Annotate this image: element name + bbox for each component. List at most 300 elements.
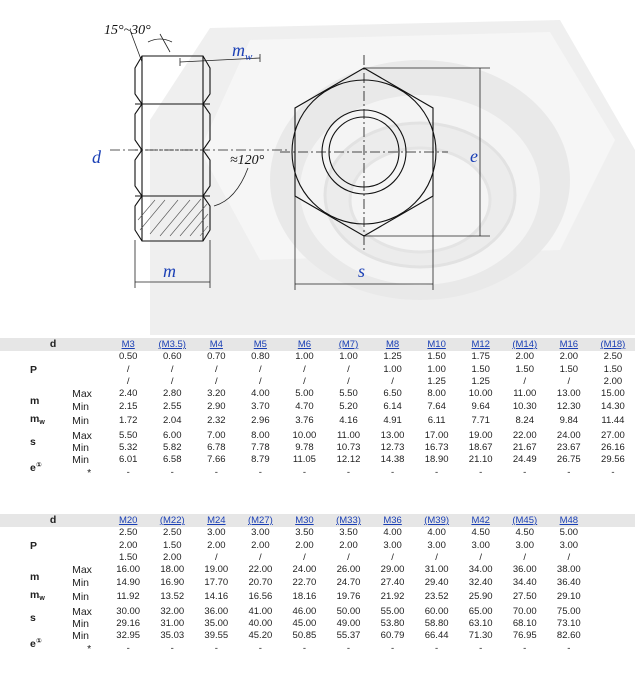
value-cell	[591, 527, 635, 539]
value-cell: /	[347, 376, 350, 388]
value-cell: -	[435, 466, 439, 478]
size-cell[interactable]: M48	[547, 514, 591, 527]
value-cell: -	[567, 466, 571, 478]
value-cell: 76.95	[512, 630, 537, 642]
value-cell: 1.50	[471, 363, 490, 375]
size-row	[0, 338, 635, 351]
value-cell: 49.00	[336, 618, 361, 630]
min-label: Min	[72, 630, 90, 643]
value-cell: 7.78	[251, 442, 270, 454]
value-cell: 4.00	[427, 527, 446, 539]
value-cell: 55.00	[380, 605, 405, 617]
m-header: m	[30, 394, 40, 407]
value-cell: 4.91	[383, 415, 402, 427]
value-cell: 29.10	[556, 591, 581, 603]
value-cell: -	[126, 466, 130, 478]
value-cell: 24.00	[556, 429, 581, 441]
value-cell: 6.50	[383, 388, 402, 400]
p-header: P	[30, 539, 38, 552]
mw-label: $m_w$	[232, 40, 253, 63]
value-cell: 2.00	[295, 539, 314, 551]
value-cell: 0.50	[118, 351, 138, 363]
d-header: d	[0, 514, 106, 527]
value-cell: 8.00	[427, 388, 446, 400]
value-cell: 8.79	[251, 454, 270, 466]
value-cell: -	[302, 642, 307, 654]
star-label: *	[87, 466, 92, 479]
value-cell: /	[170, 363, 174, 375]
value-cell: /	[567, 552, 571, 564]
value-cell: 29.00	[380, 564, 405, 576]
value-cell: 22.70	[292, 576, 317, 588]
value-cell	[591, 643, 635, 655]
value-cell: /	[523, 376, 527, 388]
value-cell: 27.50	[512, 591, 537, 603]
value-cell: /	[303, 363, 306, 375]
value-cell: 20.70	[248, 576, 273, 588]
value-cell	[591, 540, 635, 552]
size-cell[interactable]: M8	[371, 338, 415, 351]
e-header: e①	[30, 461, 42, 474]
value-cell: 21.67	[512, 442, 537, 454]
size-cell[interactable]: (M18)	[591, 338, 635, 351]
value-cell: 13.00	[556, 388, 581, 400]
size-row	[0, 514, 635, 527]
size-cell[interactable]: M36	[371, 514, 415, 527]
m-dimension-label: m	[163, 261, 176, 281]
value-cell: -	[214, 466, 218, 478]
value-cell: 2.00	[603, 376, 623, 388]
min-label: Min	[72, 576, 90, 589]
value-cell: 12.12	[336, 454, 361, 466]
value-cell: /	[567, 376, 571, 388]
value-cell: 65.00	[468, 605, 493, 617]
value-cell: 3.00	[427, 539, 446, 551]
value-cell: 2.15	[118, 400, 138, 412]
s-header: s	[30, 435, 36, 448]
value-cell: 2.00	[251, 539, 270, 551]
e-label: e	[470, 146, 478, 166]
value-cell: 60.79	[380, 630, 405, 642]
value-cell: 2.96	[251, 415, 270, 427]
value-cell: -	[258, 642, 262, 654]
value-cell: -	[479, 466, 483, 478]
value-cell: 18.90	[424, 454, 449, 466]
value-cell: 38.00	[556, 564, 581, 576]
value-cell: 27.40	[380, 576, 405, 588]
value-cell: 18.16	[292, 591, 317, 603]
size-cell[interactable]: M42	[459, 514, 503, 527]
hex-angle-label: ≈120°	[230, 153, 265, 168]
value-cell: 2.00	[207, 539, 226, 551]
value-cell: 31.00	[160, 618, 185, 630]
value-cell: 4.50	[515, 527, 534, 539]
value-cell: 3.00	[251, 527, 270, 539]
value-cell: 1.00	[383, 363, 402, 375]
min-label: Min	[72, 400, 90, 413]
value-cell: -	[390, 642, 395, 654]
value-cell: 18.67	[468, 442, 493, 454]
value-cell: 16.90	[160, 576, 185, 588]
value-cell	[591, 577, 635, 589]
s-header: s	[30, 611, 36, 624]
value-cell	[591, 606, 635, 618]
value-cell: 3.00	[383, 539, 402, 551]
value-cell: /	[214, 363, 218, 375]
value-cell: 24.00	[292, 564, 317, 576]
value-cell: 26.16	[601, 442, 625, 454]
value-cell: 3.76	[295, 415, 314, 427]
value-cell	[591, 552, 635, 564]
value-cell: 9.64	[471, 400, 490, 412]
value-cell: 26.00	[336, 564, 361, 576]
value-cell: 11.00	[336, 429, 361, 441]
value-cell: 14.38	[380, 454, 405, 466]
value-cell: 19.00	[204, 564, 229, 576]
value-cell	[591, 618, 635, 630]
value-cell: 45.20	[248, 630, 273, 642]
d-header: d	[0, 338, 106, 351]
value-cell: 18.00	[160, 564, 185, 576]
value-cell: 7.66	[207, 454, 226, 466]
value-cell: 7.00	[207, 429, 226, 441]
value-cell: 10.30	[512, 400, 537, 412]
value-cell: 1.50	[603, 363, 623, 375]
size-cell[interactable]: M4	[194, 338, 238, 351]
min-label: Min	[72, 618, 90, 631]
value-cell: /	[126, 376, 130, 388]
value-cell: 35.00	[204, 618, 229, 630]
value-cell: 53.80	[380, 618, 405, 630]
background-nut-photo	[150, 20, 635, 335]
value-cell: 68.10	[512, 618, 537, 630]
mw-header: $m_w$	[30, 413, 45, 427]
value-cell: 13.52	[160, 591, 185, 603]
value-cell: 5.50	[339, 388, 358, 400]
hex-nut-drawing	[0, 0, 635, 335]
value-cell: 71.30	[468, 630, 493, 642]
value-cell: /	[214, 376, 218, 388]
value-cell: 26.75	[556, 454, 581, 466]
value-cell: 6.78	[207, 442, 226, 454]
value-cell: 8.24	[515, 415, 534, 427]
value-cell: 2.04	[163, 415, 182, 427]
value-cell: 29.16	[116, 618, 141, 630]
value-cell: 32.95	[116, 630, 141, 642]
value-cell: 5.00	[559, 527, 579, 539]
value-cell: 34.40	[512, 576, 537, 588]
value-cell: -	[346, 642, 351, 654]
value-cell: 21.10	[468, 454, 493, 466]
value-cell: /	[259, 552, 262, 564]
value-cell: 10.00	[292, 429, 317, 441]
value-cell: 27.00	[601, 429, 625, 441]
value-cell: 21.92	[380, 591, 405, 603]
min-label: Min	[72, 591, 90, 604]
value-cell: 17.70	[204, 576, 229, 588]
value-cell: 2.00	[118, 539, 138, 551]
value-cell: 2.55	[163, 400, 182, 412]
value-cell: 11.05	[292, 454, 316, 466]
value-cell: 34.00	[468, 564, 493, 576]
value-cell: 14.90	[116, 576, 141, 588]
value-cell: 6.58	[163, 454, 182, 466]
value-cell: /	[391, 552, 394, 564]
value-cell: 4.00	[383, 527, 402, 539]
value-cell: /	[303, 376, 306, 388]
value-cell: 11.00	[513, 388, 537, 400]
size-cell[interactable]: M24	[194, 514, 238, 527]
value-cell: 3.50	[339, 527, 358, 539]
value-cell: 63.10	[468, 618, 493, 630]
mw-header: $m_w$	[30, 589, 45, 603]
value-cell: -	[611, 466, 615, 478]
min-label: Min	[72, 454, 90, 467]
value-cell: 3.20	[207, 388, 226, 400]
value-cell: 1.50	[427, 351, 446, 363]
value-cell: /	[259, 376, 262, 388]
value-cell: /	[214, 552, 218, 564]
value-cell: 22.00	[248, 564, 273, 576]
value-cell: 12.30	[556, 400, 581, 412]
size-cell[interactable]: (M39)	[415, 514, 459, 527]
value-cell: 2.00	[163, 552, 182, 564]
value-cell: /	[347, 363, 350, 375]
max-label: Max	[72, 429, 92, 442]
size-cell[interactable]: M5	[238, 338, 282, 351]
size-cell[interactable]: (M14)	[503, 338, 547, 351]
value-cell: 13.00	[380, 429, 405, 441]
value-cell: 12.73	[380, 442, 405, 454]
value-cell: 4.70	[295, 400, 314, 412]
value-cell: 46.00	[292, 605, 317, 617]
value-cell: 2.50	[603, 351, 623, 363]
value-cell: 6.14	[383, 400, 402, 412]
m-header: m	[30, 570, 40, 583]
value-cell: 1.00	[339, 351, 358, 363]
value-cell: 1.00	[427, 363, 446, 375]
value-cell: -	[126, 642, 130, 654]
value-cell: 5.82	[163, 442, 182, 454]
size-cell[interactable]: M3	[106, 338, 150, 351]
value-cell: -	[435, 642, 439, 654]
value-cell: -	[170, 466, 174, 478]
value-cell: 41.00	[248, 605, 273, 617]
value-cell: 3.50	[295, 527, 314, 539]
value-cell: 16.00	[116, 564, 141, 576]
size-cell[interactable]: M10	[415, 338, 459, 351]
value-cell: 22.00	[512, 429, 537, 441]
e-header: e①	[30, 637, 42, 650]
value-cell: 2.50	[163, 527, 182, 539]
value-cell: 2.90	[207, 400, 226, 412]
value-cell: 4.16	[339, 415, 358, 427]
value-cell: 16.56	[248, 591, 273, 603]
dimensions-table-2	[0, 514, 635, 655]
value-cell: 0.60	[163, 351, 182, 363]
value-cell: 15.00	[601, 388, 625, 400]
value-cell: 60.00	[424, 605, 449, 617]
value-cell: 35.03	[160, 630, 185, 642]
value-cell: 8.00	[251, 429, 270, 441]
value-cell: 2.80	[163, 388, 182, 400]
value-cell: 50.85	[292, 630, 317, 642]
value-cell: -	[346, 466, 351, 478]
value-cell: 3.00	[207, 527, 226, 539]
max-label: Max	[72, 605, 92, 618]
value-cell: 2.00	[559, 351, 579, 363]
min-label: Min	[72, 415, 90, 428]
value-cell: 29.56	[601, 454, 625, 466]
value-cell: 24.70	[336, 576, 361, 588]
value-cell: 3.70	[251, 400, 270, 412]
value-cell: 4.50	[471, 527, 490, 539]
value-cell: 55.37	[336, 630, 361, 642]
value-cell: 19.76	[336, 591, 361, 603]
value-cell: /	[523, 552, 527, 564]
value-cell: 14.30	[601, 400, 625, 412]
value-cell	[591, 589, 635, 605]
value-cell: -	[567, 642, 571, 654]
value-cell: -	[523, 642, 527, 654]
value-cell: 40.00	[248, 618, 273, 630]
size-cell[interactable]: M12	[459, 338, 503, 351]
value-cell: 6.11	[427, 415, 446, 427]
value-cell: 11.44	[601, 415, 625, 427]
value-cell: 14.16	[204, 591, 229, 603]
value-cell: 4.00	[251, 388, 270, 400]
size-cell[interactable]: M6	[282, 338, 326, 351]
size-cell[interactable]: (M3.5)	[150, 338, 194, 351]
value-cell: 5.32	[118, 442, 138, 454]
value-cell: 9.78	[295, 442, 314, 454]
value-cell: 30.00	[116, 605, 141, 617]
value-cell: 23.52	[424, 591, 449, 603]
value-cell: 5.00	[295, 388, 314, 400]
size-cell[interactable]: M20	[106, 514, 150, 527]
value-cell: 39.55	[204, 630, 229, 642]
value-cell: /	[170, 376, 174, 388]
value-cell: 70.00	[512, 605, 537, 617]
value-cell: 17.00	[424, 429, 449, 441]
value-cell: 3.00	[471, 539, 490, 551]
value-cell: 3.00	[515, 539, 534, 551]
value-cell: 36.40	[556, 576, 581, 588]
value-cell: 24.49	[512, 454, 537, 466]
value-cell: 45.00	[292, 618, 317, 630]
value-cell: 3.00	[559, 539, 579, 551]
angle-label: 15°~30°	[104, 23, 151, 38]
value-cell: 2.50	[118, 527, 138, 539]
value-cell: 11.92	[116, 591, 140, 603]
value-cell: 73.10	[556, 618, 581, 630]
value-cell: 2.40	[118, 388, 138, 400]
value-cell: 10.00	[468, 388, 493, 400]
value-cell: 2.00	[515, 351, 534, 363]
value-cell: 36.00	[204, 605, 229, 617]
value-cell: 82.60	[556, 630, 581, 642]
value-cell: 32.40	[468, 576, 493, 588]
value-cell: 9.84	[559, 415, 579, 427]
value-cell: 1.25	[427, 376, 446, 388]
p-header: P	[30, 363, 38, 376]
value-cell: /	[435, 552, 438, 564]
value-cell: 1.25	[471, 376, 490, 388]
dimensions-table-1	[0, 338, 635, 479]
value-cell: 6.00	[163, 429, 182, 441]
value-cell: 66.44	[424, 630, 449, 642]
max-label: Max	[72, 564, 92, 577]
value-cell: 2.00	[339, 539, 358, 551]
value-cell: 29.40	[424, 576, 449, 588]
size-cell[interactable]: (M33)	[326, 514, 370, 527]
size-cell	[591, 514, 635, 527]
value-cell: 7.71	[471, 415, 490, 427]
size-cell[interactable]: (M22)	[150, 514, 194, 527]
value-cell: 16.73	[424, 442, 449, 454]
value-cell: 0.70	[207, 351, 226, 363]
value-cell: 1.50	[515, 363, 534, 375]
max-label: Max	[72, 388, 92, 401]
value-cell: -	[170, 642, 174, 654]
value-cell: 58.80	[424, 618, 449, 630]
value-cell: 1.50	[163, 539, 182, 551]
min-label: Min	[72, 442, 90, 455]
value-cell: 5.50	[118, 429, 138, 441]
value-cell: 10.73	[336, 442, 361, 454]
value-cell: -	[214, 642, 218, 654]
value-cell: 75.00	[556, 605, 581, 617]
value-cell: 1.75	[471, 351, 490, 363]
star-label: *	[87, 642, 92, 655]
value-cell: 25.90	[468, 591, 493, 603]
value-cell: -	[479, 642, 483, 654]
value-cell: /	[259, 363, 262, 375]
value-cell: /	[347, 552, 350, 564]
value-cell: 1.50	[118, 552, 138, 564]
value-cell: 7.64	[427, 400, 446, 412]
value-cell: 5.20	[339, 400, 358, 412]
value-cell: 2.32	[207, 415, 226, 427]
value-cell: 36.00	[512, 564, 537, 576]
value-cell: /	[303, 552, 306, 564]
value-cell: /	[479, 552, 482, 564]
value-cell: 1.72	[118, 415, 138, 427]
value-cell	[591, 630, 635, 642]
size-cell[interactable]: (M27)	[238, 514, 282, 527]
value-cell: 23.67	[556, 442, 581, 454]
size-cell[interactable]: (M45)	[503, 514, 547, 527]
size-cell[interactable]: M30	[282, 514, 326, 527]
value-cell: /	[391, 376, 394, 388]
value-cell: -	[523, 466, 527, 478]
value-cell: -	[258, 466, 262, 478]
value-cell: -	[302, 466, 307, 478]
value-cell: -	[390, 466, 395, 478]
value-cell: 50.00	[336, 605, 361, 617]
size-cell[interactable]: (M7)	[326, 338, 370, 351]
value-cell: 32.00	[160, 605, 185, 617]
size-cell[interactable]: M16	[547, 338, 591, 351]
value-cell: 1.25	[383, 351, 402, 363]
value-cell: 6.01	[118, 454, 138, 466]
value-cell: 0.80	[251, 351, 270, 363]
value-cell: 1.00	[295, 351, 314, 363]
s-label: s	[358, 261, 366, 281]
d-label: d	[92, 147, 101, 167]
value-cell: /	[126, 363, 130, 375]
value-cell: 19.00	[468, 429, 493, 441]
